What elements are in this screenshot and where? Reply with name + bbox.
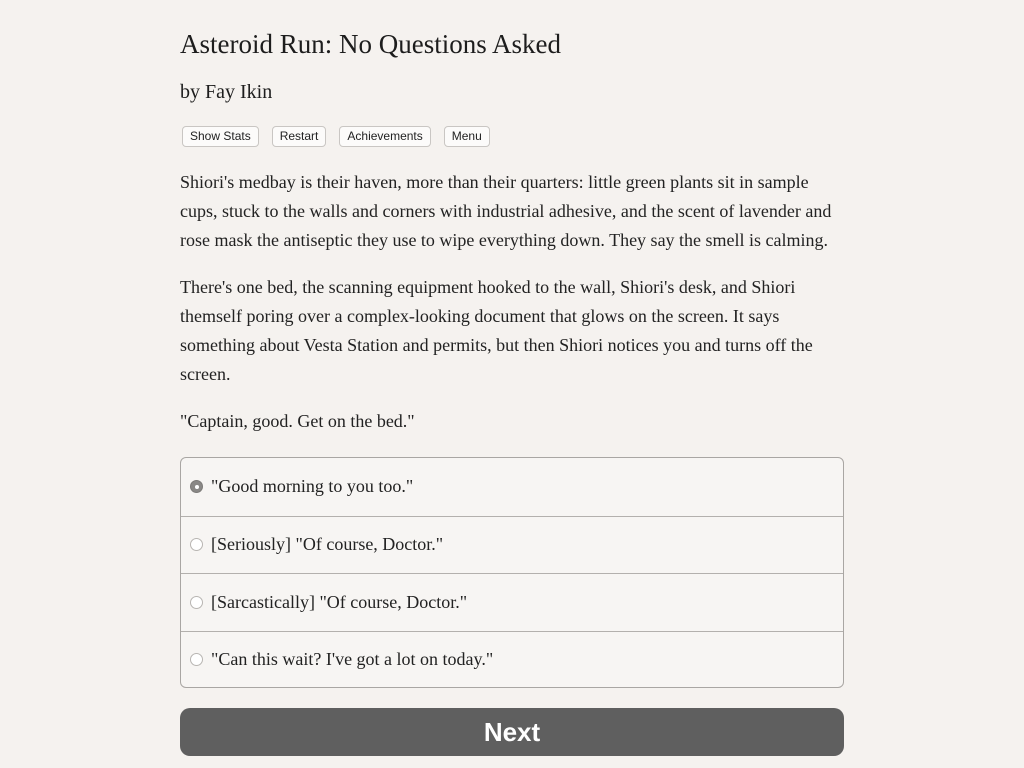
choice-label: [Seriously] "Of course, Doctor." [211, 534, 444, 555]
choice-label: "Can this wait? I've got a lot on today." [211, 649, 494, 670]
achievements-button[interactable]: Achievements [339, 126, 430, 147]
radio-icon[interactable] [190, 596, 203, 609]
radio-icon[interactable] [190, 538, 203, 551]
radio-icon[interactable] [190, 653, 203, 666]
choice-option-1[interactable] [181, 458, 843, 516]
choice-option-4[interactable] [181, 631, 843, 689]
story-paragraph: There's one bed, the scanning equipment hooked to the wall, Shiori's desk, and Shiori themself poring over a complex-looking document that glows on the screen. It says something about Vesta Station and permits, but then Shiori notices you and turns off the screen. [180, 277, 813, 384]
radio-selected-icon[interactable] [190, 480, 203, 493]
restart-button[interactable]: Restart [272, 126, 327, 147]
next-button[interactable]: Next [180, 708, 844, 756]
game-title: Asteroid Run: No Questions Asked [180, 29, 561, 59]
toolbar [182, 126, 490, 147]
choice-option-2[interactable] [181, 516, 843, 574]
story-dialogue: "Captain, good. Get on the bed." [180, 411, 415, 431]
choice-label: [Sarcastically] "Of course, Doctor." [211, 591, 468, 612]
show-stats-button[interactable]: Show Stats [182, 126, 259, 147]
menu-button[interactable]: Menu [444, 126, 490, 147]
story-paragraph: Shiori's medbay is their haven, more than their quarters: little green plants sit in sample cups, stuck to the walls and corners with industrial adhesive, and the scent of lavender and rose mask the antiseptic they use to wipe everything down. They say the smell is calming. [180, 172, 832, 250]
choice-option-3[interactable] [181, 573, 843, 631]
choice-list [180, 457, 844, 688]
choice-label: "Good morning to you too." [211, 476, 414, 497]
game-author: by Fay Ikin [180, 81, 273, 103]
